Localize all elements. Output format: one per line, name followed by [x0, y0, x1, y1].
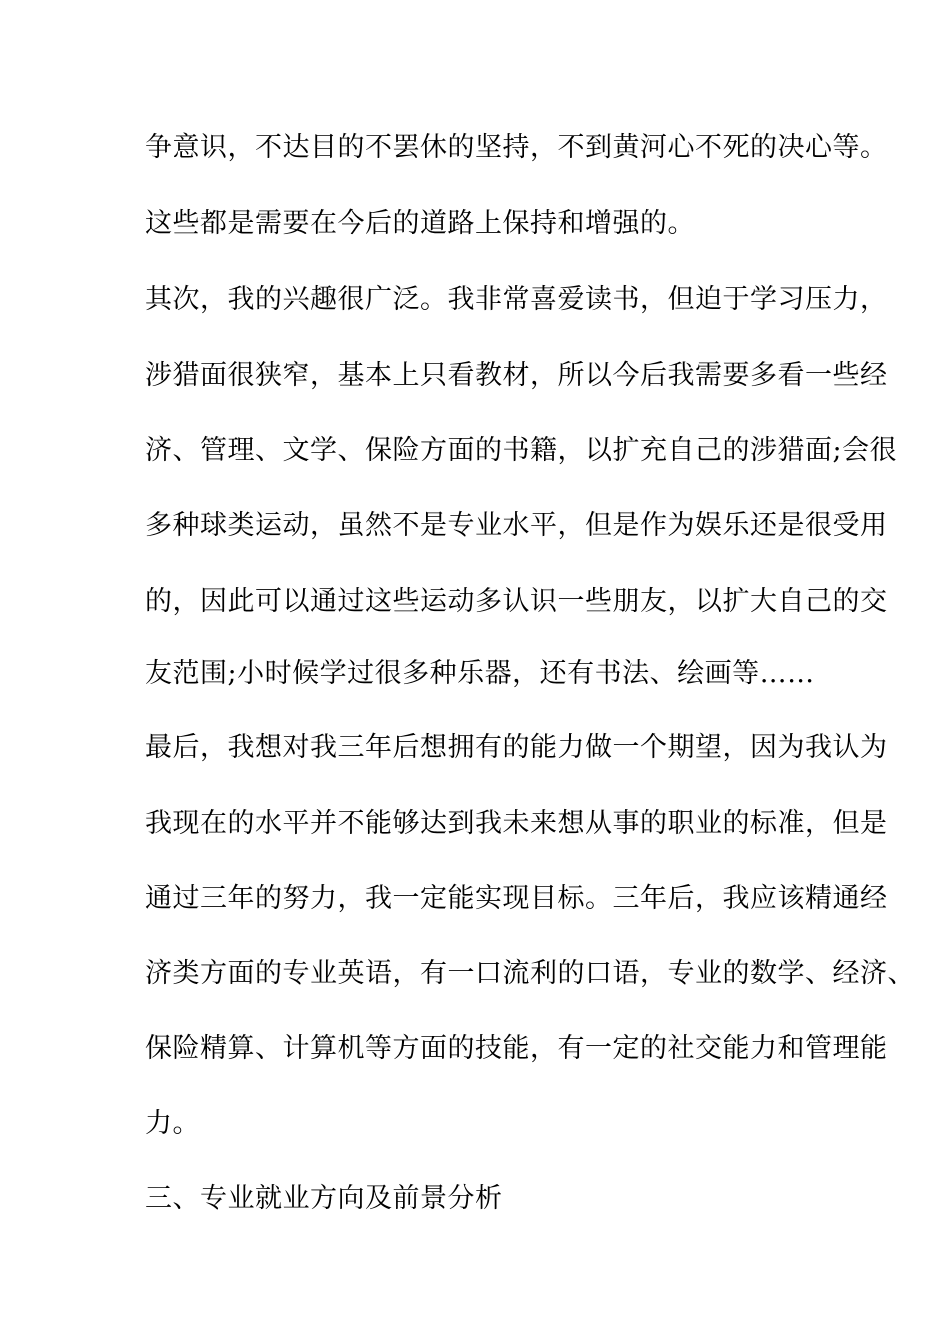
text-line: 力。 [145, 1108, 200, 1139]
text-line: 这些都是需要在今后的道路上保持和增强的。 [145, 208, 695, 239]
text-line: 济类方面的专业英语，有一口流利的口语，专业的数学、经济、 [145, 958, 915, 989]
text-line: 通过三年的努力，我一定能实现目标。三年后，我应该精通经 [145, 883, 888, 914]
text-line: 争意识，不达目的不罢休的坚持，不到黄河心不死的决心等。 [145, 132, 888, 163]
text-line: 的，因此可以通过这些运动多认识一些朋友，以扩大自己的交 [145, 586, 888, 617]
text-line: 保险精算、计算机等方面的技能，有一定的社交能力和管理能 [145, 1033, 888, 1064]
text-line: 最后，我想对我三年后想拥有的能力做一个期望，因为我认为 [145, 732, 888, 763]
text-line: 多种球类运动，虽然不是专业水平，但是作为娱乐还是很受用 [145, 510, 888, 541]
text-line: 其次，我的兴趣很广泛。我非常喜爱读书，但迫于学习压力， [145, 284, 888, 315]
text-line: 济、管理、文学、保险方面的书籍，以扩充自己的涉猎面;会很 [145, 435, 898, 466]
text-line: 友范围;小时候学过很多种乐器，还有书法、绘画等…… [145, 658, 815, 689]
section-heading: 三、专业就业方向及前景分析 [145, 1183, 503, 1214]
text-line: 涉猎面很狭窄，基本上只看教材，所以今后我需要多看一些经 [145, 360, 888, 391]
text-line: 我现在的水平并不能够达到我未来想从事的职业的标准，但是 [145, 808, 888, 839]
